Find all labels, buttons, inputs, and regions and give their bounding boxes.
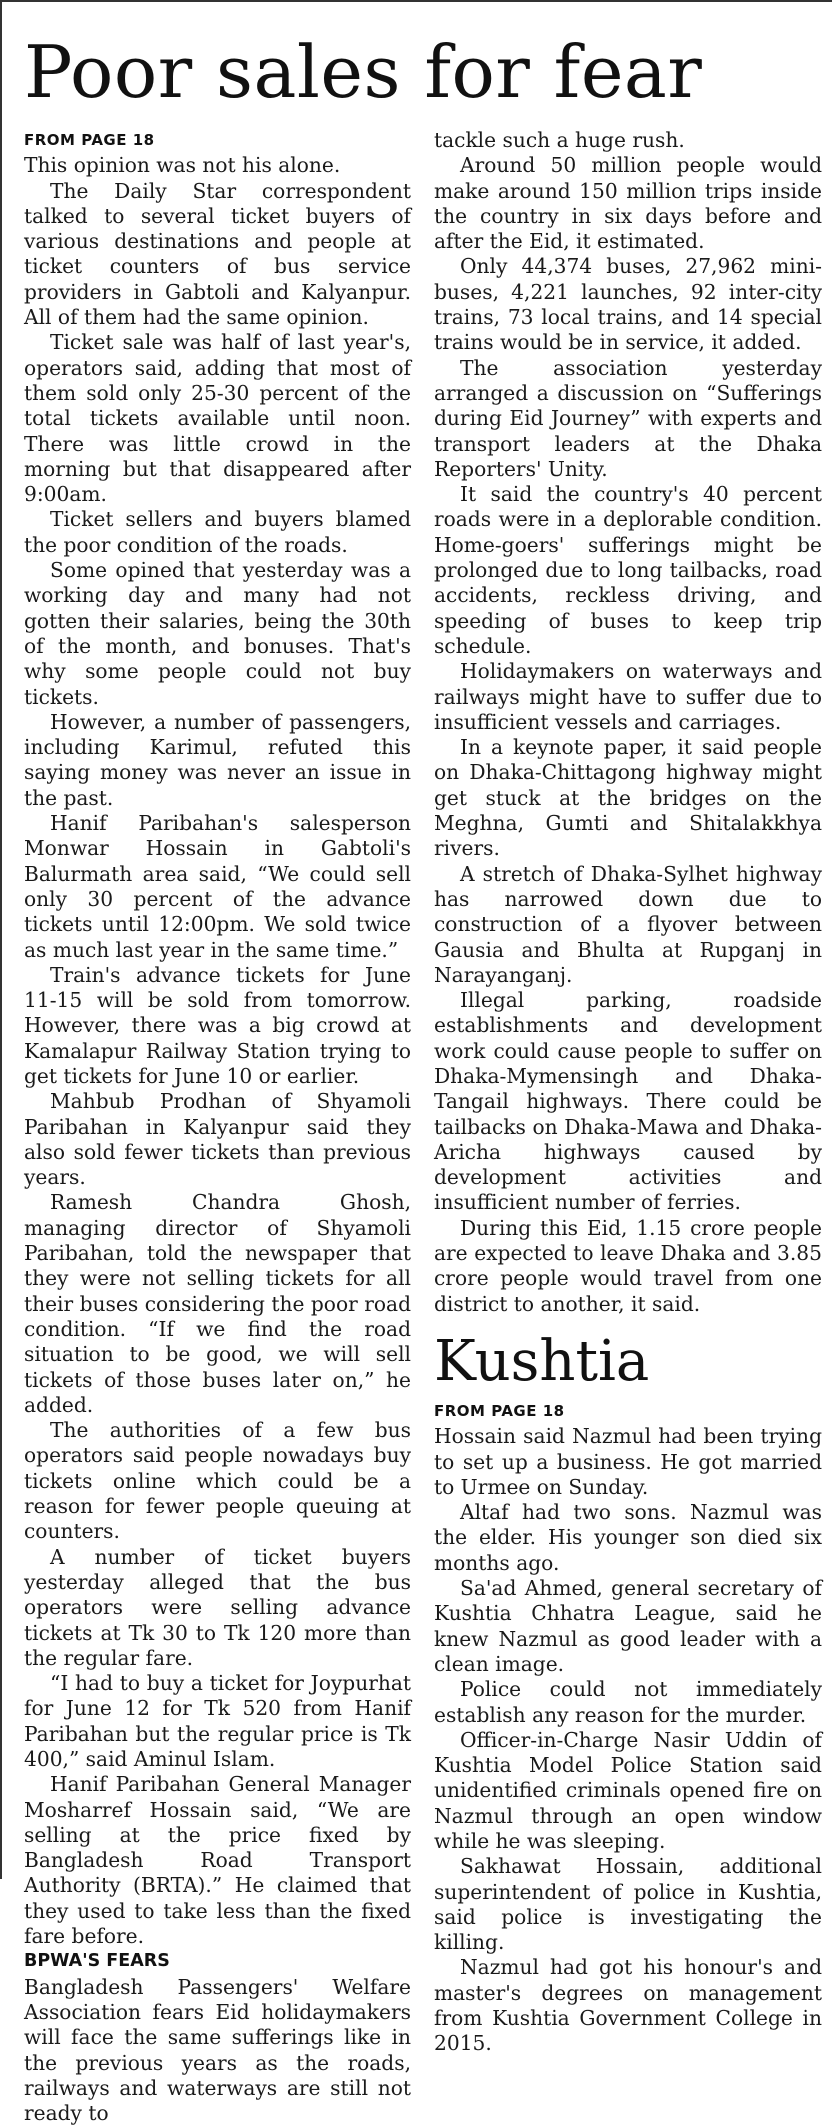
paragraph: Altaf had two sons. Nazmul was the elder. His younger son died six months ago. — [434, 1500, 822, 1575]
paragraph: Illegal parking, roadside establishments and development work could cause people to suffer on Dhaka-Mymensingh and Dhaka-Tangail highways. There could be tailbacks on Dhaka-Mawa and Dhaka-Aricha highways caused by development activities and insufficient number of ferries. — [434, 988, 822, 1215]
paragraph: Holidaymakers on waterways and railways might have to suffer due to insufficient vessels and carriages. — [434, 659, 822, 734]
headline-poor-sales: Poor sales for fear — [24, 30, 703, 114]
paragraph: Mahbub Prodhan of Shyamoli Paribahan in Kalyanpur said they also sold fewer tickets than previous years. — [24, 1089, 411, 1190]
paragraph: Nazmul had got his honour's and master's degrees on management from Kushtia Government College in 2015. — [434, 1955, 822, 2056]
paragraph: A stretch of Dhaka-Sylhet highway has narrowed down due to construction of a flyover between Gausia and Bhulta at Rupganj in Narayanganj. — [434, 861, 822, 987]
paragraph: Around 50 million people would make around 150 million trips inside the country in six days before and after the Eid, it estimated. — [434, 153, 822, 254]
subhead-bpwa-fears: BPWA'S FEARS — [24, 1951, 170, 1972]
kicker-from-page: FROM PAGE 18 — [24, 131, 155, 149]
kicker-from-page: FROM PAGE 18 — [434, 1401, 565, 1420]
right-column — [434, 128, 822, 2057]
paragraph: Police could not immediately establish any reason for the murder. — [434, 1677, 822, 1727]
paragraph: This opinion was not his alone. — [24, 153, 341, 178]
paragraph: Officer-in-Charge Nasir Uddin of Kushtia Model Police Station said unidentified criminals opened fire on Nazmul through an open window while he was sleeping. — [434, 1727, 822, 1853]
paragraph: Hanif Paribahan General Manager Mosharref Hossain said, “We are selling at the price fixed by Bangladesh Road Transport Authority (BRTA).” He claimed that they used to take less than the fixed fare before. — [24, 1772, 411, 1949]
paragraph: In a keynote paper, it said people on Dhaka-Chittagong highway might get stuck at the bridges on the Meghna, Gumti and Shitalakkhya rivers. — [434, 735, 822, 861]
top-border-rule — [0, 0, 832, 2]
paragraph: “I had to buy a ticket for Joypurhat for June 12 for Tk 520 from Hanif Paribahan but the regular price is Tk 400,” said Aminul Islam. — [24, 1671, 411, 1771]
paragraph: The authorities of a few bus operators said people nowadays buy tickets online which could be a reason for fewer people queuing at counters. — [24, 1418, 411, 1544]
paragraph: Hossain said Nazmul had been trying to set up a business. He got married to Urmee on Sunday. — [434, 1424, 822, 1499]
paragraph: Bangladesh Passengers' Welfare Association fears Eid holidaymakers will face the same sufferings like in the previous years as the roads, railways and waterways are still not ready to — [24, 1974, 411, 2126]
paragraph: Sakhawat Hossain, additional superintendent of police in Kushtia, said police is investigating the killing. — [434, 1854, 822, 1955]
paragraph: It said the country's 40 percent roads were in a deplorable condition. Home-goers' sufferings might be prolonged due to long tailbacks, road accidents, reckless driving, and speeding of buses to keep trip schedule. — [434, 482, 822, 658]
headline-kushtia: Kushtia — [434, 1328, 650, 1394]
paragraph: A number of ticket buyers yesterday alleged that the bus operators were selling advance tickets at Tk 30 to Tk 120 more than the regular fare. — [24, 1544, 411, 1670]
paragraph: However, a number of passengers, including Karimul, refuted this saying money was never an issue in the past. — [24, 709, 411, 810]
paragraph: Ticket sale was half of last year's, operators said, adding that most of them sold only 25-30 percent of the total tickets available until noon. There was little crowd in the morning but that disappeared after 9:00am. — [24, 330, 411, 507]
paragraph: Hanif Paribahan's salesperson Monwar Hossain in Gabtoli's Balurmath area said, “We could sell only 30 percent of the advance tickets until 12:00pm. We sold twice as much last year in the same time.” — [24, 811, 411, 962]
paragraph: Ticket sellers and buyers blamed the poor condition of the roads. — [24, 507, 411, 557]
paragraph: The association yesterday arranged a discussion on “Sufferings during Eid Journey” with experts and transport leaders at the Dhaka Reporters' Unity. — [434, 355, 822, 481]
paragraph: The Daily Star correspondent talked to several ticket buyers of various destinations and people at ticket counters of bus service providers in Gabtoli and Kalyanpur. All of them had the same opinion. — [24, 178, 411, 330]
paragraph: Train's advance tickets for June 11-15 will be sold from tomorrow. However, there was a big crowd at Kamalapur Railway Station trying to get tickets for June 10 or earlier. — [24, 962, 411, 1088]
paragraph: Some opined that yesterday was a working day and many had not gotten their salaries, being the 30th of the month, and bonuses. That's why some people could not buy tickets. — [24, 558, 411, 709]
paragraph: Ramesh Chandra Ghosh, managing director of Shyamoli Paribahan, told the newspaper that they were not selling tickets for all their buses considering the poor road condition. “If we find the road situation to be good, we will sell tickets of those buses later on,” he added. — [24, 1190, 411, 1417]
paragraph: Only 44,374 buses, 27,962 mini-buses, 4,221 launches, 92 inter-city trains, 73 local trains, and 14 special trains would be in service, it added. — [434, 254, 822, 355]
paragraph: Sa'ad Ahmed, general secretary of Kushtia Chhatra League, said he knew Nazmul as good leader with a clean image. — [434, 1576, 822, 1676]
left-column — [24, 128, 411, 2126]
left-border-rule — [0, 0, 2, 1879]
paragraph: During this Eid, 1.15 crore people are expected to leave Dhaka and 3.85 crore people would travel from one district to another, it said. — [434, 1215, 822, 1316]
paragraph: tackle such a huge rush. — [434, 128, 685, 152]
